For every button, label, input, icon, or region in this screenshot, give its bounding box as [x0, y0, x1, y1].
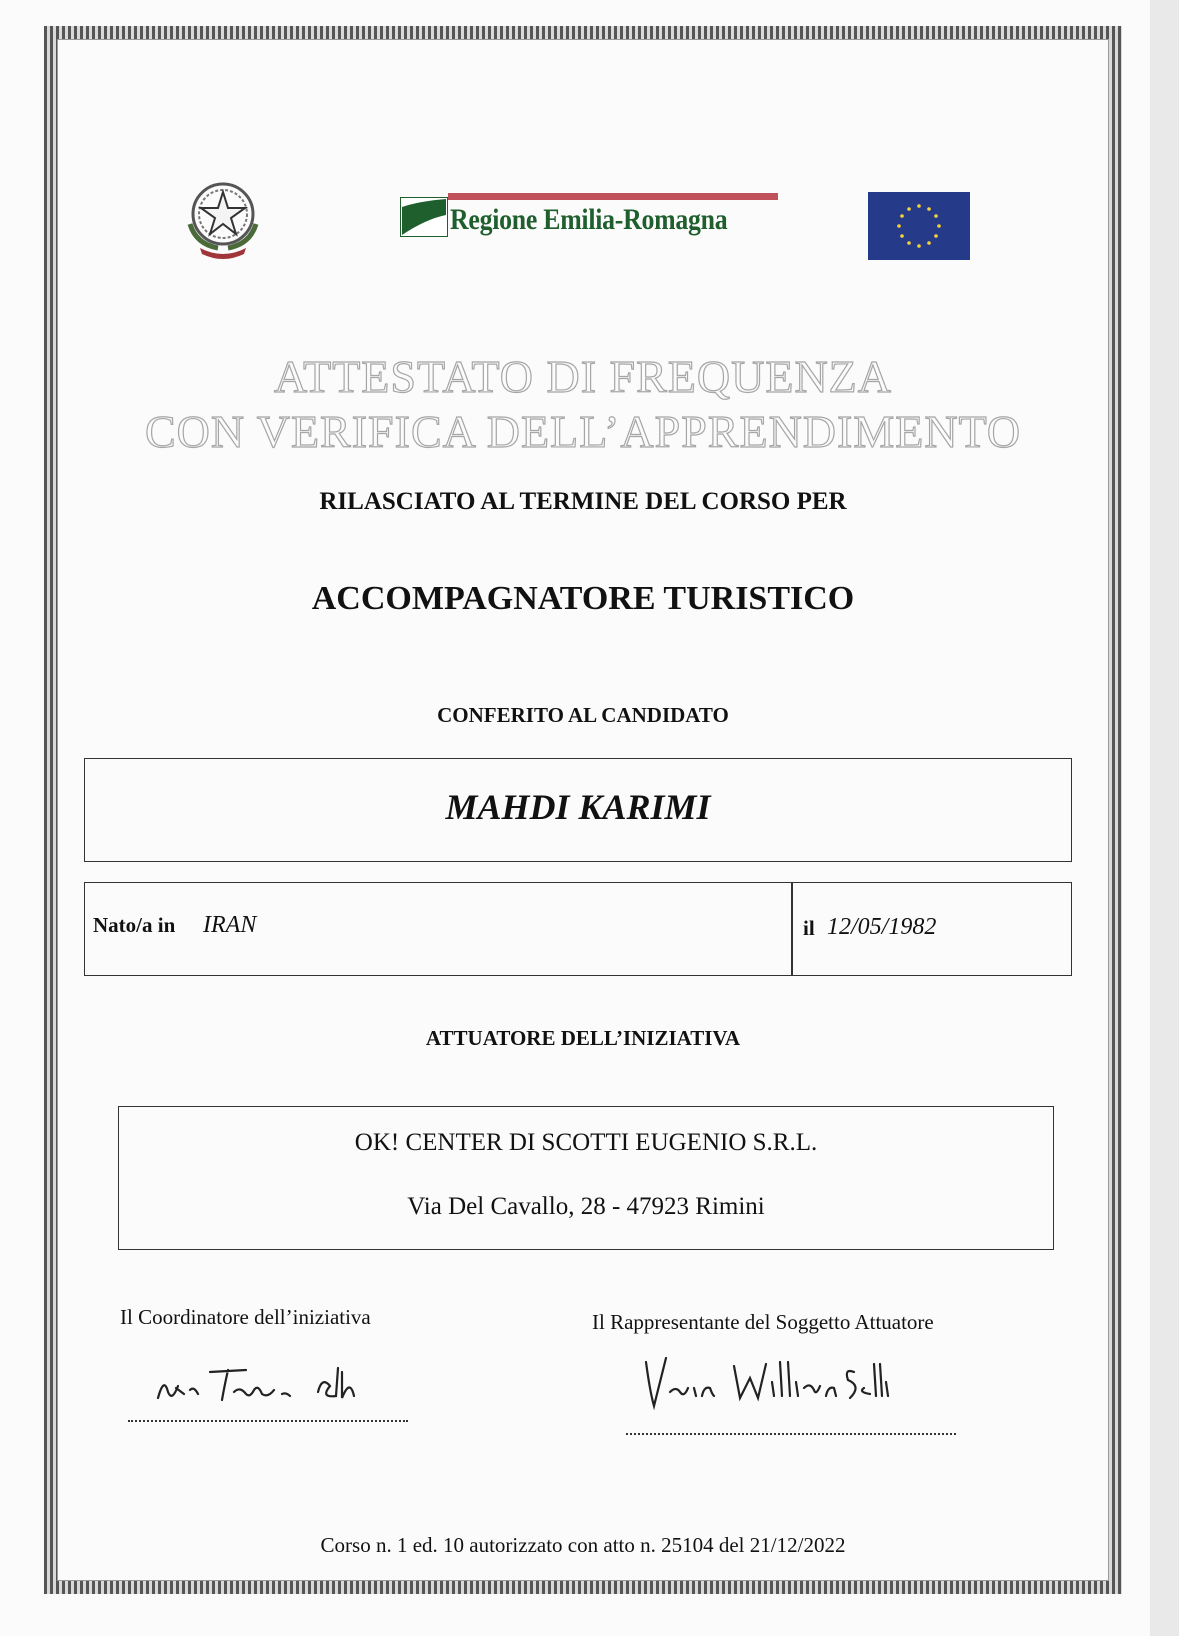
- implementer-label: ATTUATORE DELL’INIZIATIVA: [425, 1026, 741, 1050]
- organization-address: Via Del Cavallo, 28 - 47923 Rimini: [407, 1193, 765, 1220]
- birth-box-divider: [791, 882, 793, 976]
- certificate-title-line1: ATTESTATO DI FREQUENZA: [273, 351, 892, 402]
- issued-for-course-label: RILASCIATO AL TERMINE DEL CORSO PER: [319, 488, 847, 515]
- eu-flag-icon: [868, 192, 970, 260]
- course-name: ACCOMPAGNATORE TURISTICO: [311, 580, 855, 617]
- candidate-name-box: [84, 758, 1072, 862]
- organization-name: OK! CENTER DI SCOTTI EUGENIO S.R.L.: [354, 1129, 818, 1156]
- birthdate-label: il: [803, 916, 815, 940]
- organization-box: [118, 1106, 1054, 1250]
- birthplace-value: IRAN: [203, 912, 257, 938]
- representative-signature-line: [626, 1433, 956, 1435]
- birth-info-box: [84, 882, 1072, 976]
- certificate-title-line2: CON VERIFICA DELL’APPRENDIMENTO: [144, 406, 1022, 457]
- italian-emblem-icon: [178, 174, 268, 264]
- representative-label: Il Rappresentante del Soggetto Attuatore: [592, 1310, 934, 1334]
- coordinator-signature-line: [128, 1420, 408, 1422]
- representative-signature: [640, 1352, 890, 1414]
- course-authorization-footer: Corso n. 1 ed. 10 autorizzato con atto n. 25104 del 21/12/2022: [320, 1533, 846, 1557]
- birthplace-label: Nato/a in: [93, 913, 176, 937]
- coordinator-signature: [150, 1358, 370, 1418]
- coordinator-label: Il Coordinatore dell’iniziativa: [120, 1305, 371, 1329]
- regione-emilia-romagna-logo: [400, 193, 780, 253]
- region-logo-bar: [448, 193, 778, 200]
- candidate-name: MAHDI KARIMI: [445, 787, 711, 827]
- region-logo-text: Regione Emilia-Romagna: [450, 203, 728, 236]
- conferred-label: CONFERITO AL CANDIDATO: [437, 703, 729, 727]
- region-map-icon: [400, 197, 448, 237]
- birthdate-value: 12/05/1982: [827, 914, 937, 940]
